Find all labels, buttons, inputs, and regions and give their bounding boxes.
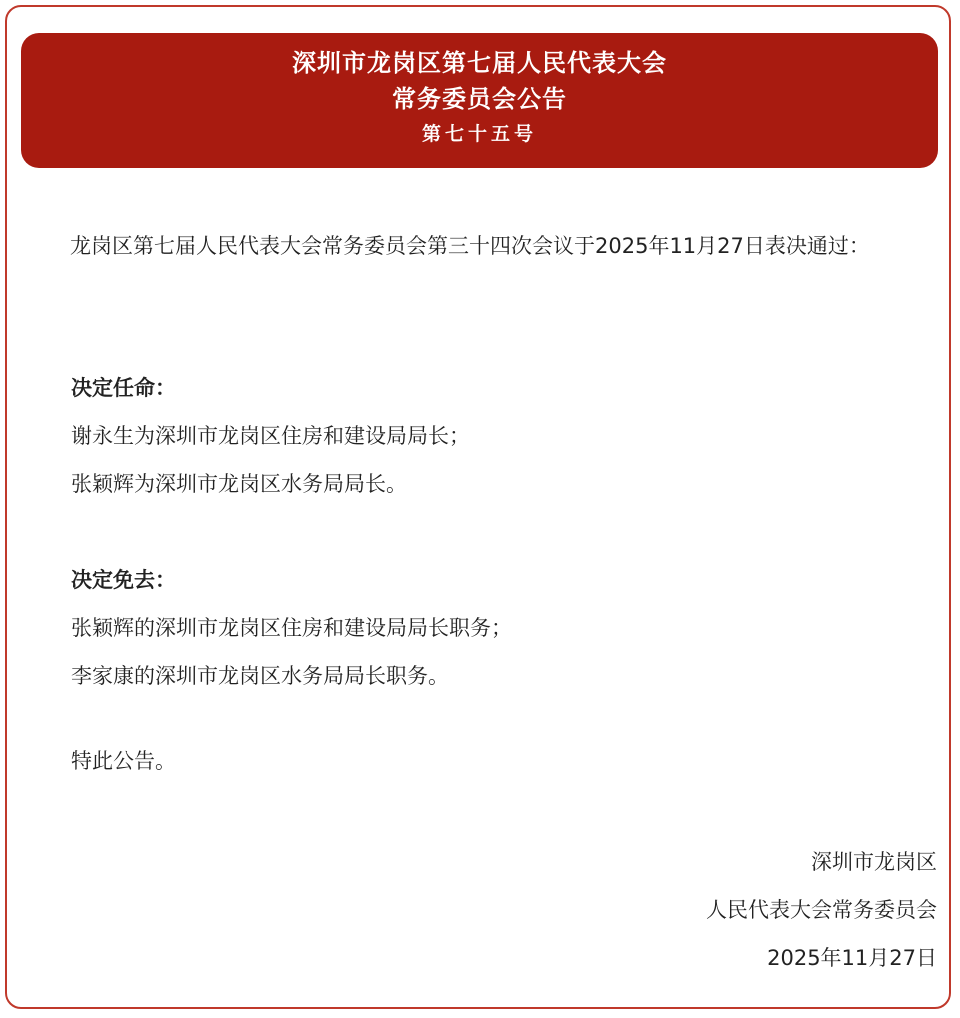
removal-section <box>71 556 931 700</box>
header-title-line1: 深圳市龙岗区第七届人民代表大会 <box>292 49 667 77</box>
header-title-line2: 常务委员会公告 <box>392 85 567 113</box>
closing-text: 特此公告。 <box>71 749 176 773</box>
removal-item: 李家康的深圳市龙岗区水务局局长职务。 <box>71 664 449 688</box>
appointment-section <box>71 364 931 508</box>
announcement-number: 第七十五号 <box>421 123 537 145</box>
signature-block <box>706 838 937 982</box>
signature-org-line1: 深圳市龙岗区 <box>811 850 937 874</box>
announcement-header-banner <box>21 33 938 168</box>
intro-paragraph: 龙岗区第七届人民代表大会常务委员会第三十四次会议于2025年11月27日表决通过： <box>70 234 870 258</box>
signature-org-line2: 人民代表大会常务委员会 <box>706 898 937 922</box>
removal-item: 张颖辉的深圳市龙岗区住房和建设局局长职务； <box>71 616 512 640</box>
appointment-heading: 决定任命： <box>71 376 176 400</box>
signature-date: 2025年11月27日 <box>767 946 937 970</box>
removal-heading: 决定免去： <box>71 568 176 592</box>
appointment-item: 张颖辉为深圳市龙岗区水务局局长。 <box>71 472 407 496</box>
appointment-item: 谢永生为深圳市龙岗区住房和建设局局长； <box>71 424 470 448</box>
